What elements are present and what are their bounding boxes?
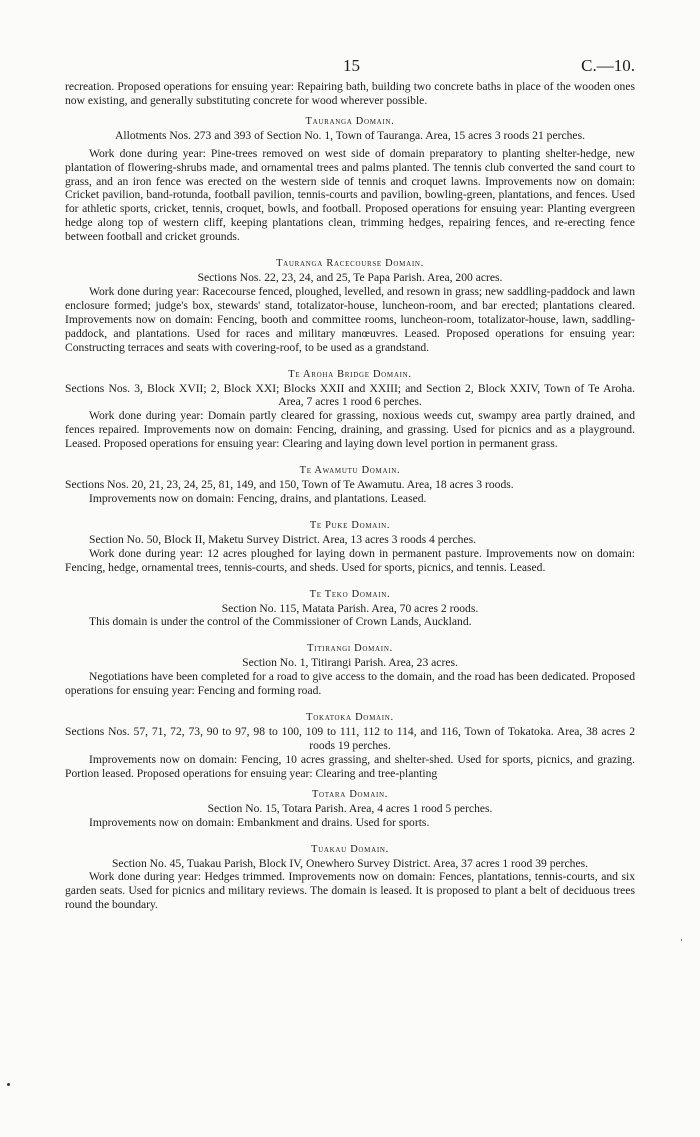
section-heading-tuakau: Tuakau Domain.	[311, 843, 389, 855]
section-heading-tauranga: Tauranga Domain.	[305, 115, 395, 127]
section-location-te-awamutu: Sections Nos. 20, 21, 23, 24, 25, 81, 149, and 150, Town of Te Awamutu. Area, 18 acres 3 roods.	[65, 478, 514, 492]
section-location-te-aroha-bridge: Sections Nos. 3, Block XVII; 2, Block XXI; Blocks XXII and XXIII; and Section 2, Block XXIV, Town of Te Aroha. Area, 7 acres 1 rood 6 perches.	[65, 381, 635, 409]
section-body-totara: Improvements now on domain: Embankment and drains. Used for sports.	[89, 815, 430, 829]
section-location-tauranga: Allotments Nos. 273 and 393 of Section No. 1, Town of Tauranga. Area, 15 acres 3 roods 21 perches.	[115, 128, 585, 142]
margin-mark	[681, 939, 682, 941]
section-location-titirangi: Section No. 1, Titirangi Parish. Area, 23 acres.	[242, 656, 458, 670]
section-body-tokatoka: Improvements now on domain: Fencing, 10 acres grassing, and shelter-shed. Used for sports, picnics, and grazing. Portion leased. Proposed operations for ensuing year: Clearing and tree-planting	[65, 752, 635, 780]
section-heading-te-aroha-bridge: Te Aroha Bridge Domain.	[288, 368, 412, 380]
section-heading-titirangi: Titirangi Domain.	[307, 643, 393, 655]
section-heading-tokatoka: Tokatoka Domain.	[306, 712, 394, 724]
section-location-te-puke: Section No. 50, Block II, Maketu Survey District. Area, 13 acres 3 roods 4 perches.	[89, 532, 477, 546]
section-body-tuakau: Work done during year: Hedges trimmed. Improvements now on domain: Fences, plantations, tennis-courts, and six garden seats. Used for picnics and military reviews. The domain is leased. It is proposed to plant a belt of deciduous trees round the boundary.	[65, 870, 635, 912]
section-body-te-puke: Work done during year: 12 acres ploughed for laying down in permanent pasture. Improvements now on domain: Fencing, hedge, ornamental trees, tennis-courts, and sheds. Used for sports, picnics, and tennis. Leased.	[65, 546, 635, 574]
section-body-te-teko: This domain is under the control of the Commissioner of Crown Lands, Auckland.	[89, 615, 472, 629]
page-number: 15	[343, 56, 360, 75]
margin-speck	[7, 1083, 10, 1086]
intro-paragraph: recreation. Proposed operations for ensuing year: Repairing bath, building two concrete baths in place of the wooden ones now existing, and generally substituting concrete for wood wherever possible.	[65, 80, 635, 107]
section-location-tuakau: Section No. 45, Tuakau Parish, Block IV, Onewhero Survey District. Area, 37 acres 1 rood 39 perches.	[111, 856, 588, 870]
document-reference: C.—10.	[581, 56, 635, 75]
section-body-tauranga: Work done during year: Pine-trees removed on west side of domain preparatory to planting shelter-hedge, new plantation of flowering-shrubs made, and ornamental trees and palms planted. The tennis club converted the sand court to grass, and an iron fence was erected on the western side of tennis and croquet lawns. Improvements now on domain: Cricket pavilion, band-rotunda, football pavilion, tennis-courts and pavilion, bowling-green, plantations, and fences. Used for athletic sports, cricket, tennis, croquet, bowls, and football. Proposed operations for ensuing year: Planting evergreen hedge along top of western cliff, keeping plantations clean, trimming hedges, repairing fences, and re-erecting fence between football and cricket grounds.	[65, 146, 635, 244]
document-page	[65, 52, 635, 912]
section-location-tokatoka: Sections Nos. 57, 71, 72, 73, 90 to 97, 98 to 100, 109 to 111, 112 to 114, and 116, Town of Tokatoka. Area, 38 acres 2 roods 19 perches.	[65, 725, 635, 752]
section-body-te-awamutu: Improvements now on domain: Fencing, drains, and plantations. Leased.	[89, 491, 427, 505]
section-heading-te-awamutu: Te Awamutu Domain.	[299, 465, 401, 477]
section-heading-tauranga-racecourse: Tauranga Racecourse Domain.	[276, 258, 424, 270]
page-header	[65, 52, 635, 80]
section-body-titirangi: Negotiations have been completed for a road to give access to the domain, and the road has been dedicated. Proposed operations for ensuing year: Fencing and forming road.	[65, 670, 635, 698]
section-heading-te-teko: Te Teko Domain.	[309, 588, 391, 600]
section-heading-totara: Totara Domain.	[311, 788, 389, 800]
section-location-te-teko: Section No. 115, Matata Parish. Area, 70 acres 2 roods.	[221, 601, 479, 615]
section-location-tauranga-racecourse: Sections Nos. 22, 23, 24, and 25, Te Papa Parish. Area, 200 acres.	[197, 271, 503, 285]
section-body-tauranga-racecourse: Work done during year: Racecourse fenced, ploughed, levelled, and resown in grass; new saddling-paddock and lawn enclosure formed; judge's box, stewards' stand, totalizator-house, luncheon-room, and bar erected; plantations cleared. Improvements now on domain: Fencing, booth and committee rooms, luncheon-room, totalizator-house, lawn, saddling-paddock, and plantations. Used for races and military manœuvres. Leased. Proposed operations for ensuing year: Constructing terraces and seats with covering-roof, to be used as a grandstand.	[65, 284, 635, 354]
section-heading-te-puke: Te Puke Domain.	[309, 519, 391, 531]
section-location-totara: Section No. 15, Totara Parish. Area, 4 acres 1 rood 5 perches.	[207, 801, 493, 815]
section-body-te-aroha-bridge: Work done during year: Domain partly cleared for grassing, noxious weeds cut, swampy area partly drained, and fences repaired. Improvements now on domain: Fencing, draining, and grassing. Used for picnics and as a playground. Leased. Proposed operations for ensuing year: Clearing and laying down level portion in permanent grass.	[65, 409, 635, 451]
